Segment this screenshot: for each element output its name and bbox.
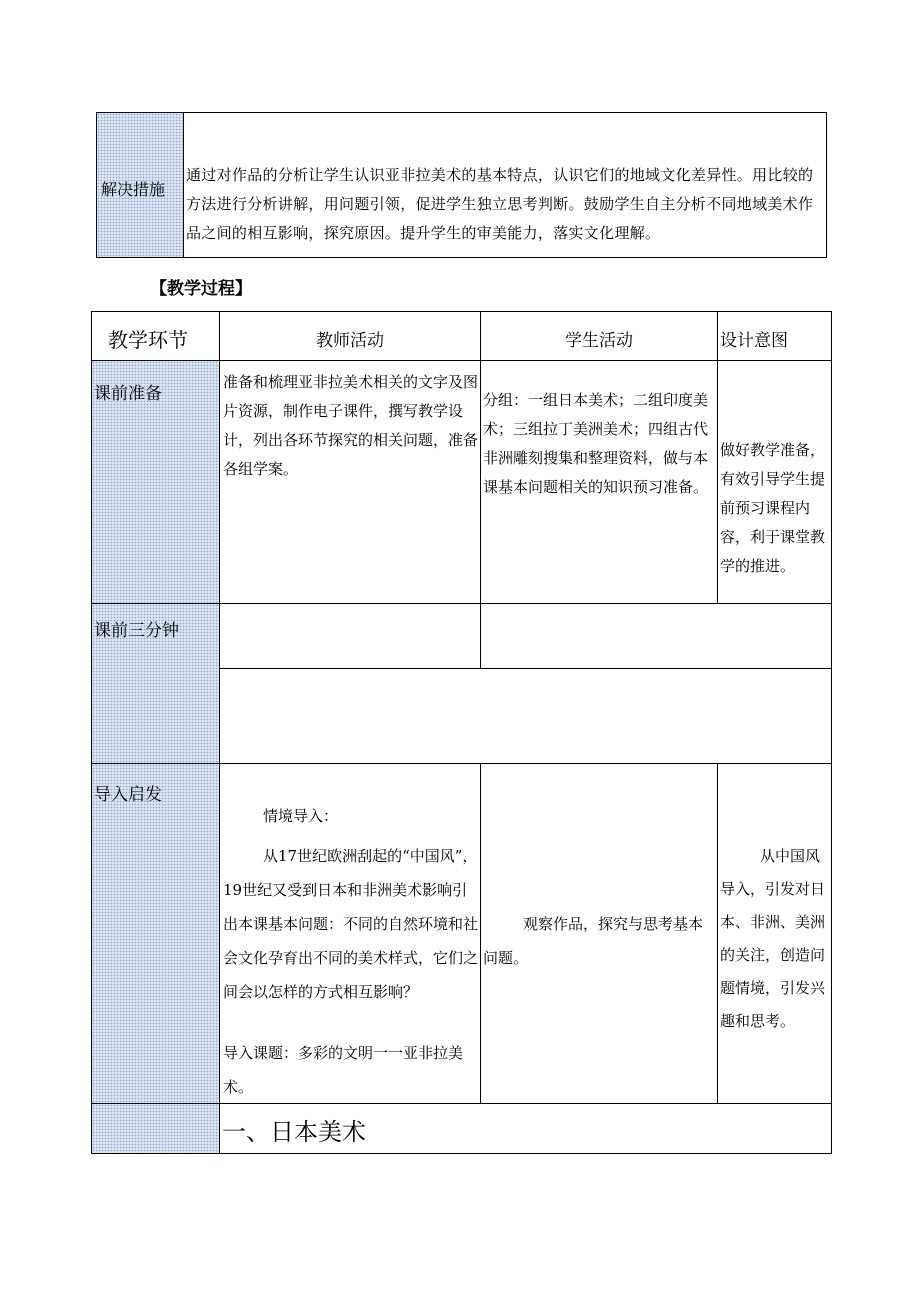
prep-teacher-text: 准备和梳理亚非拉美术相关的文字及图片资源，制作电子课件，撰写教学设计，列出各环节探究的相关问题，准备各组学案。	[223, 373, 479, 478]
prep-teacher-cell	[219, 360, 481, 604]
intro-label: 导入启发	[94, 785, 162, 805]
intro-teacher-p1: 情境导入：	[263, 807, 339, 825]
measures-text-cell	[183, 112, 827, 258]
measures-label-cell	[96, 112, 184, 258]
measures-label: 解决措施	[101, 180, 166, 199]
prep-student-text: 分组：一组日本美术；二组印度美术；三组拉丁美洲美术；四组古代非洲雕刻搜集和整理资料，做与本课基本问题相关的知识预习准备。	[483, 391, 709, 496]
process-title: 【教学过程】	[150, 279, 252, 299]
prep-student-cell	[480, 360, 718, 604]
intro-label-cell	[91, 763, 220, 1104]
section1-label-cell	[91, 1103, 220, 1154]
prep-label-cell	[91, 360, 220, 604]
three-min-teacher-cell	[219, 603, 481, 669]
prep-label: 课前准备	[94, 384, 162, 404]
intro-teacher-p2: 从17世纪欧洲刮起的“中国风”，19世纪又受到日本和非洲美术影响引出本课基本问题：不同的自然环境和社会文化孕育出不同的美术样式，它们之间会以怎样的方式相互影响？	[223, 847, 479, 1001]
section1-title: 一、日本美术	[222, 1118, 366, 1146]
three-min-label: 课前三分钟	[94, 621, 179, 641]
header-cell-student	[480, 311, 718, 361]
header-cell-teacher	[219, 311, 481, 361]
three-min-merged-cell	[219, 668, 832, 764]
intro-student-text: 观察作品，探究与思考基本问题。	[483, 915, 704, 967]
header-stage: 教学环节	[108, 328, 188, 352]
three-min-label-cell	[91, 603, 220, 764]
intro-teacher-cell	[219, 763, 481, 1104]
intro-student-cell	[480, 763, 718, 1104]
intro-intent-text: 从中国风导入，引发对日本、非洲、美洲的关注，创造问题情境，引发兴趣和思考。	[720, 847, 826, 1030]
intro-intent-cell	[717, 763, 832, 1104]
header-cell-intent	[717, 311, 832, 361]
section1-cell	[219, 1103, 832, 1154]
header-student: 学生活动	[565, 331, 633, 351]
header-teacher: 教师活动	[316, 331, 384, 351]
header-cell-stage	[91, 311, 220, 361]
header-intent: 设计意图	[720, 331, 788, 351]
measures-text: 通过对作品的分析让学生认识亚非拉美术的基本特点，认识它们的地域文化差异性。用比较的方法进行分析讲解，用问题引领，促进学生独立思考判断。鼓励学生自主分析不同地域美术作品之间的相互影响，探究原因。提升学生的审美能力，落实文化理解。	[186, 166, 814, 242]
prep-intent-text: 做好教学准备，有效引导学生提前预习课程内容，利于课堂教学的推进。	[720, 441, 826, 575]
three-min-student-cell	[480, 603, 832, 669]
prep-intent-cell	[717, 360, 832, 604]
intro-teacher-p3: 导入课题：多彩的文明一一亚非拉美术。	[223, 1044, 464, 1096]
